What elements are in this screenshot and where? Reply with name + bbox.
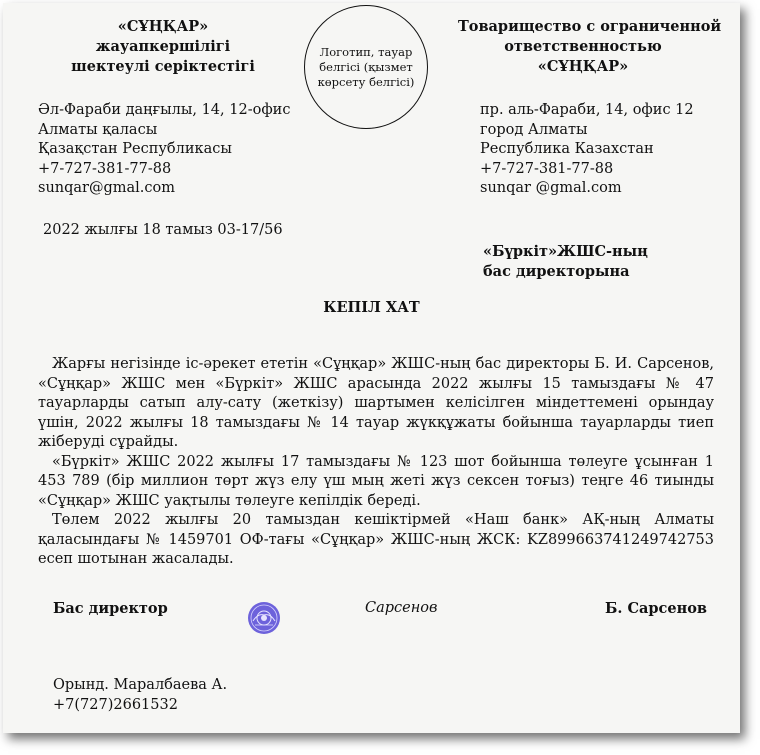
address-russian (480, 101, 694, 199)
company-name-ru-line: ответственностью (504, 38, 662, 55)
date-reference: 2022 жылғы 18 тамыз 03-17/56 (43, 222, 283, 238)
company-name-kazakh (63, 17, 263, 77)
email-line: sunqar @gmal.com (480, 180, 622, 196)
state-emblem-seal-icon (247, 601, 281, 635)
recipient-line: «Бүркіт»ЖШС-ның (483, 243, 648, 260)
address-kazakh (38, 101, 290, 199)
company-name-ru-line: Товарищество с ограниченной (458, 18, 722, 35)
signatory-name: Б. Сарсенов (605, 600, 707, 617)
letter-body (38, 355, 714, 570)
logo-text-line: белгісі (қызмет (319, 59, 413, 74)
phone-line: +7-727-381-77-88 (480, 160, 614, 177)
company-name-ru-line: «СҰҢҚАР» (537, 58, 629, 75)
logo-text-line: көрсету белгісі) (317, 74, 415, 89)
company-name-kz-line: шектеулі серіктестігі (71, 58, 255, 75)
logo-placeholder (304, 5, 428, 129)
executor-phone: +7(727)2661532 (53, 697, 178, 713)
recipient-line: бас директорына (483, 263, 630, 280)
recipient (483, 242, 648, 282)
body-paragraph: Жарғы негізінде іс-әрекет ететін «Сұңқар» ЖШС-ның бас директоры Б. И. Сарсенов, «Сұңқар» ЖШС мен «Бүркіт» ЖШС арасында 2022 жылғы 15 тамыздағы № 47 тауарларды сатып алу-сату (жеткізу) шартымен келісілген міндеттемені орындау үшін, 2022 жылғы 18 тамыздағы № 14 тауар жүкқұжаты бойынша тауарларды тиеп жіберуді сұрайды. (38, 356, 714, 450)
executor-info (53, 675, 227, 715)
document-title: КЕПІЛ ХАТ (323, 299, 420, 316)
company-name-kz-line: жауапкершілігі (95, 38, 231, 55)
address-line: Әл-Фараби даңғылы, 14, 12-офис (38, 102, 291, 118)
body-paragraph: Төлем 2022 жылғы 20 тамыздан кешіктірмей «Наш банк» АҚ-ның Алматы қаласындағы № 1459701 ОФ-тағы «Сұңқар» ЖШС-ның ЖСК: KZ899663741249742753 есеп шотынан жасалады. (38, 512, 714, 567)
executor-name: Орынд. Маралбаева А. (53, 677, 228, 693)
company-name-kz-line: «СҰҢҚАР» (117, 18, 209, 35)
address-line: пр. аль-Фараби, 14, офис 12 (480, 102, 694, 118)
address-line: Қазақстан Республикасы (38, 141, 232, 157)
handwritten-signature: Сарсенов (365, 600, 438, 616)
signatory-position: Бас директор (53, 600, 168, 617)
address-line: город Алматы (480, 121, 588, 138)
letter-sheet (3, 3, 740, 733)
body-paragraph: «Бүркіт» ЖШС 2022 жылғы 17 тамыздағы № 123 шот бойынша төлеуге ұсынған 1 453 789 (бір миллион төрт жүз елу үш мың жеті жүз сексен тоғыз) теңге 46 тиынды «Сұңқар» ЖШС уақтылы төлеуге кепілдік береді. (38, 453, 714, 509)
email-line: sunqar@gmal.com (38, 180, 175, 196)
address-line: Алматы қаласы (38, 121, 158, 138)
phone-line: +7-727-381-77-88 (38, 160, 172, 177)
address-line: Республика Казахстан (480, 141, 654, 157)
company-name-russian (458, 17, 722, 77)
logo-text-line: Логотип, тауар (319, 44, 413, 59)
